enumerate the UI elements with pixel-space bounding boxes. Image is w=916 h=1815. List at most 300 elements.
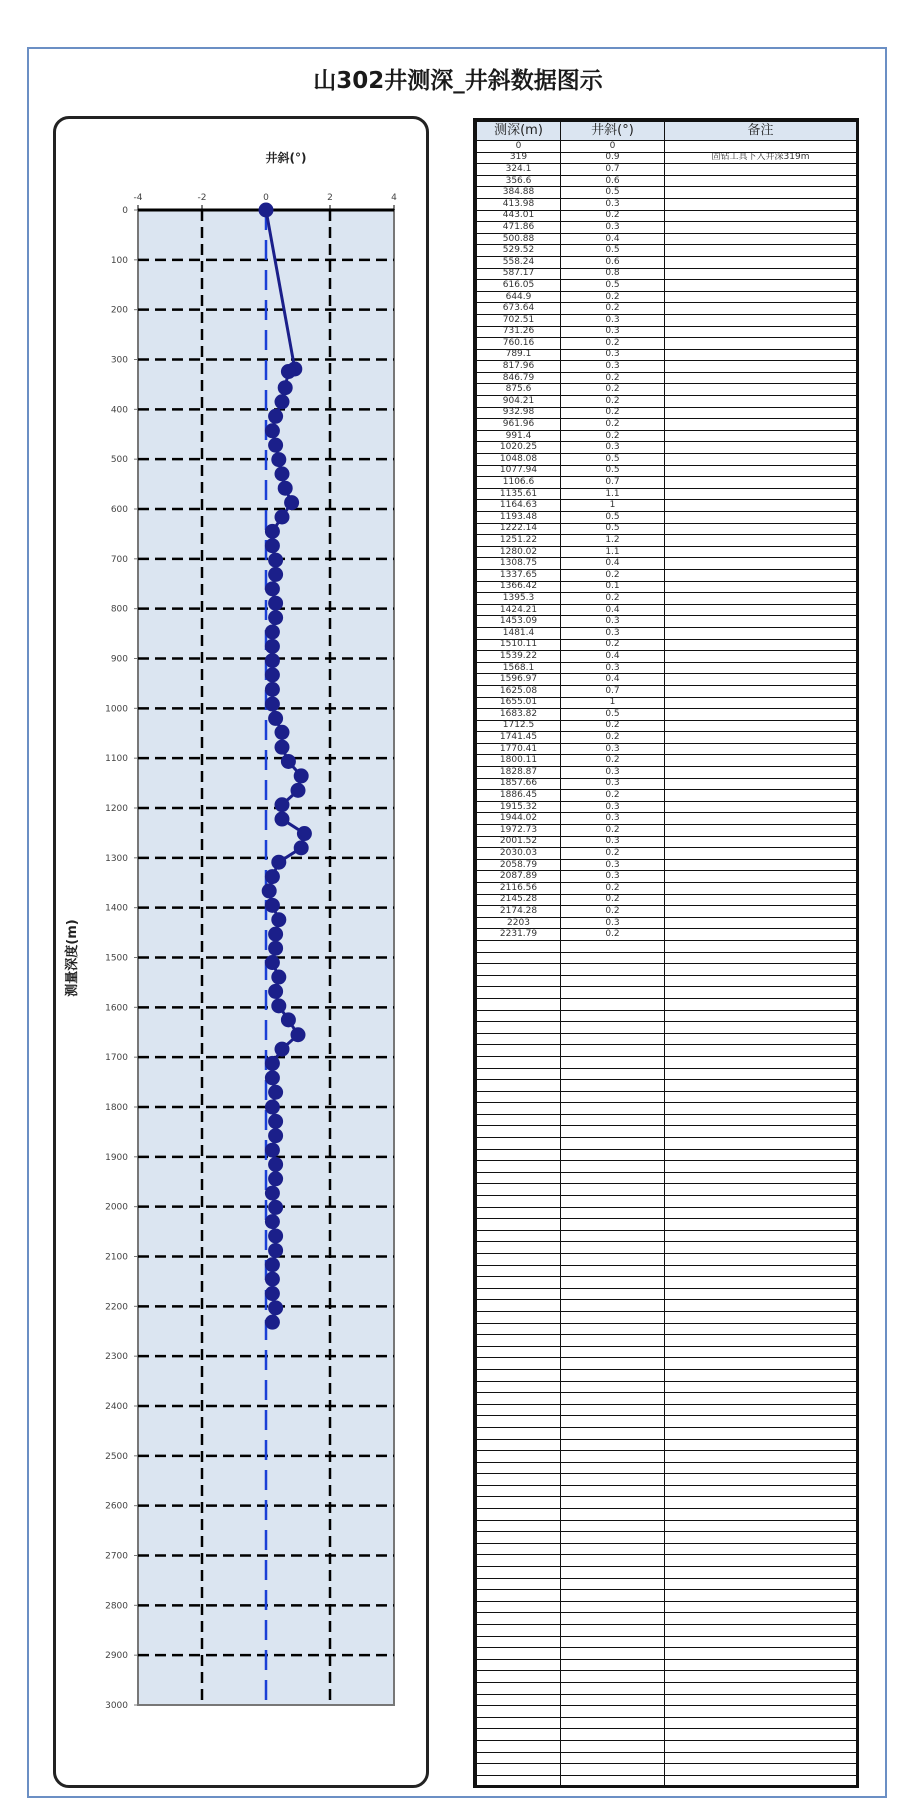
y-tick-label: 2700 xyxy=(105,1551,128,1562)
y-tick-label: 1700 xyxy=(105,1053,128,1064)
cell-depth xyxy=(477,1288,561,1300)
cell-depth: 356.6 xyxy=(477,175,561,187)
table-row-empty xyxy=(477,1381,857,1393)
table-row-empty xyxy=(477,1532,857,1544)
cell-inclination xyxy=(561,1045,665,1057)
cell-inclination xyxy=(561,1439,665,1451)
cell-remark xyxy=(665,535,857,547)
cell-remark xyxy=(665,1126,857,1138)
cell-remark xyxy=(665,929,857,941)
cell-depth xyxy=(477,1497,561,1509)
cell-remark xyxy=(665,1625,857,1637)
cell-remark xyxy=(665,836,857,848)
cell-inclination: 0.5 xyxy=(561,465,665,477)
cell-depth: 500.88 xyxy=(477,233,561,245)
cell-depth: 1510.11 xyxy=(477,639,561,651)
cell-remark xyxy=(665,349,857,361)
cell-remark xyxy=(665,1427,857,1439)
table-row-empty xyxy=(477,1022,857,1034)
cell-inclination: 0.2 xyxy=(561,755,665,767)
cell-depth xyxy=(477,1474,561,1486)
cell-remark xyxy=(665,141,857,153)
cell-remark xyxy=(665,1520,857,1532)
cell-inclination xyxy=(561,1323,665,1335)
cell-remark xyxy=(665,291,857,303)
cell-remark xyxy=(665,546,857,558)
cell-depth: 529.52 xyxy=(477,245,561,257)
cell-remark xyxy=(665,488,857,500)
cell-inclination: 0.3 xyxy=(561,616,665,628)
cell-depth: 644.9 xyxy=(477,291,561,303)
cell-remark xyxy=(665,1207,857,1219)
cell-remark xyxy=(665,593,857,605)
cell-inclination: 0.3 xyxy=(561,778,665,790)
cell-depth: 1337.65 xyxy=(477,569,561,581)
cell-inclination xyxy=(561,1555,665,1567)
cell-inclination xyxy=(561,1335,665,1347)
cell-depth xyxy=(477,1010,561,1022)
table-row xyxy=(477,581,857,593)
cell-depth xyxy=(477,1091,561,1103)
cell-depth xyxy=(477,1555,561,1567)
cell-depth xyxy=(477,1311,561,1323)
cell-inclination: 0.7 xyxy=(561,477,665,489)
cell-remark xyxy=(665,1369,857,1381)
cell-depth: 1886.45 xyxy=(477,790,561,802)
cell-inclination xyxy=(561,1717,665,1729)
cell-depth: 1251.22 xyxy=(477,535,561,547)
cell-remark xyxy=(665,1219,857,1231)
cell-depth xyxy=(477,1161,561,1173)
cell-inclination: 0.3 xyxy=(561,314,665,326)
cell-inclination xyxy=(561,1462,665,1474)
cell-inclination: 1.1 xyxy=(561,546,665,558)
table-row-empty xyxy=(477,1543,857,1555)
table-row xyxy=(477,883,857,895)
cell-inclination xyxy=(561,975,665,987)
cell-remark xyxy=(665,975,857,987)
cell-inclination: 0.5 xyxy=(561,512,665,524)
cell-remark xyxy=(665,1288,857,1300)
cell-remark xyxy=(665,1335,857,1347)
cell-depth xyxy=(477,1196,561,1208)
cell-depth xyxy=(477,1764,561,1776)
cell-inclination xyxy=(561,1520,665,1532)
cell-depth xyxy=(477,1126,561,1138)
cell-inclination xyxy=(561,1740,665,1752)
x-tick-label: 0 xyxy=(263,193,269,203)
y-tick-label: 2300 xyxy=(105,1352,128,1363)
table-row xyxy=(477,256,857,268)
y-tick-label: 500 xyxy=(110,455,128,466)
table-row-empty xyxy=(477,1091,857,1103)
table-row-empty xyxy=(477,1567,857,1579)
table-row xyxy=(477,164,857,176)
cell-depth: 471.86 xyxy=(477,222,561,234)
y-tick-label: 1800 xyxy=(105,1103,128,1113)
cell-depth xyxy=(477,1787,561,1788)
cell-remark xyxy=(665,1775,857,1787)
cell-remark xyxy=(665,430,857,442)
cell-remark xyxy=(665,280,857,292)
cell-remark xyxy=(665,651,857,663)
cell-remark xyxy=(665,1381,857,1393)
cell-depth xyxy=(477,1207,561,1219)
table-row xyxy=(477,790,857,802)
cell-remark xyxy=(665,1497,857,1509)
cell-inclination xyxy=(561,1543,665,1555)
table-row xyxy=(477,767,857,779)
cell-inclination xyxy=(561,1242,665,1254)
table-row xyxy=(477,280,857,292)
cell-depth: 616.05 xyxy=(477,280,561,292)
cell-remark xyxy=(665,1590,857,1602)
cell-depth xyxy=(477,1335,561,1347)
table-row xyxy=(477,141,857,153)
table-row-empty xyxy=(477,1369,857,1381)
cell-depth xyxy=(477,1659,561,1671)
cell-remark xyxy=(665,569,857,581)
table-row xyxy=(477,430,857,442)
y-tick-label: 400 xyxy=(110,405,128,416)
cell-depth xyxy=(477,1022,561,1034)
cell-depth xyxy=(477,940,561,952)
table-row xyxy=(477,813,857,825)
cell-inclination: 0.3 xyxy=(561,767,665,779)
cell-remark xyxy=(665,1474,857,1486)
table-row-empty xyxy=(477,1103,857,1115)
cell-depth xyxy=(477,1706,561,1718)
table-row xyxy=(477,477,857,489)
cell-inclination xyxy=(561,952,665,964)
table-row xyxy=(477,662,857,674)
cell-remark xyxy=(665,998,857,1010)
cell-depth xyxy=(477,1682,561,1694)
cell-depth xyxy=(477,1277,561,1289)
table-row-empty xyxy=(477,1056,857,1068)
cell-remark xyxy=(665,396,857,408)
cell-inclination: 0.2 xyxy=(561,372,665,384)
cell-remark xyxy=(665,1648,857,1660)
cell-inclination xyxy=(561,1567,665,1579)
cell-depth xyxy=(477,1439,561,1451)
cell-depth xyxy=(477,1172,561,1184)
table-row xyxy=(477,604,857,616)
cell-depth xyxy=(477,1045,561,1057)
cell-depth xyxy=(477,1080,561,1092)
cell-depth xyxy=(477,1404,561,1416)
cell-inclination: 0.3 xyxy=(561,836,665,848)
table-row-empty xyxy=(477,1694,857,1706)
table-row-empty xyxy=(477,1207,857,1219)
table-row xyxy=(477,454,857,466)
cell-inclination xyxy=(561,1764,665,1776)
cell-inclination xyxy=(561,1091,665,1103)
cell-inclination: 0.3 xyxy=(561,627,665,639)
table-row xyxy=(477,616,857,628)
cell-depth xyxy=(477,1694,561,1706)
cell-depth: 1308.75 xyxy=(477,558,561,570)
cell-depth: 1828.87 xyxy=(477,767,561,779)
table-row xyxy=(477,651,857,663)
table-row-empty xyxy=(477,1010,857,1022)
table-row-empty xyxy=(477,1265,857,1277)
cell-depth xyxy=(477,1138,561,1150)
y-tick-label: 1900 xyxy=(105,1152,128,1163)
cell-remark xyxy=(665,801,857,813)
table-row-empty xyxy=(477,1520,857,1532)
cell-inclination: 0.5 xyxy=(561,523,665,535)
cell-remark xyxy=(665,1567,857,1579)
table-row xyxy=(477,523,857,535)
cell-remark xyxy=(665,187,857,199)
table-row-empty xyxy=(477,1161,857,1173)
cell-remark xyxy=(665,326,857,338)
cell-depth xyxy=(477,975,561,987)
y-tick-label: 1300 xyxy=(105,853,128,864)
cell-remark xyxy=(665,361,857,373)
cell-remark xyxy=(665,871,857,883)
cell-depth xyxy=(477,1033,561,1045)
cell-remark xyxy=(665,767,857,779)
cell-depth xyxy=(477,1358,561,1370)
chart-panel xyxy=(53,116,429,1788)
cell-inclination xyxy=(561,1787,665,1788)
cell-inclination: 0.2 xyxy=(561,929,665,941)
table-row-empty xyxy=(477,1497,857,1509)
table-row xyxy=(477,859,857,871)
cell-depth: 1915.32 xyxy=(477,801,561,813)
table-row xyxy=(477,755,857,767)
y-tick-label: 700 xyxy=(110,554,128,565)
cell-depth: 904.21 xyxy=(477,396,561,408)
cell-depth xyxy=(477,1567,561,1579)
table-row xyxy=(477,732,857,744)
cell-depth xyxy=(477,1427,561,1439)
cell-remark xyxy=(665,894,857,906)
table-row xyxy=(477,639,857,651)
cell-remark xyxy=(665,303,857,315)
cell-remark xyxy=(665,709,857,721)
cell-remark xyxy=(665,1045,857,1057)
cell-inclination: 0.2 xyxy=(561,419,665,431)
cell-depth xyxy=(477,1219,561,1231)
cell-remark xyxy=(665,952,857,964)
table-row-empty xyxy=(477,998,857,1010)
cell-depth: 1944.02 xyxy=(477,813,561,825)
cell-depth xyxy=(477,1381,561,1393)
cell-remark xyxy=(665,164,857,176)
table-row xyxy=(477,303,857,315)
cell-inclination xyxy=(561,1381,665,1393)
table-row xyxy=(477,546,857,558)
cell-remark xyxy=(665,1161,857,1173)
table-row xyxy=(477,906,857,918)
y-tick-label: 3000 xyxy=(105,1701,128,1711)
table-row-empty xyxy=(477,1138,857,1150)
cell-depth xyxy=(477,1613,561,1625)
cell-inclination xyxy=(561,1196,665,1208)
y-tick-label: 600 xyxy=(110,505,128,515)
table-row xyxy=(477,720,857,732)
table-row-empty xyxy=(477,1033,857,1045)
cell-depth: 413.98 xyxy=(477,198,561,210)
cell-depth: 2058.79 xyxy=(477,859,561,871)
cell-inclination: 0.4 xyxy=(561,233,665,245)
cell-inclination xyxy=(561,1265,665,1277)
table-row-empty xyxy=(477,1740,857,1752)
cell-depth xyxy=(477,1543,561,1555)
table-row-empty xyxy=(477,1439,857,1451)
cell-inclination xyxy=(561,940,665,952)
cell-inclination xyxy=(561,1300,665,1312)
cell-remark xyxy=(665,1114,857,1126)
cell-inclination: 0.2 xyxy=(561,384,665,396)
cell-inclination: 1.2 xyxy=(561,535,665,547)
table-row xyxy=(477,627,857,639)
cell-remark xyxy=(665,1439,857,1451)
cell-remark xyxy=(665,790,857,802)
cell-inclination: 0.2 xyxy=(561,790,665,802)
cell-depth xyxy=(477,1740,561,1752)
table-row-empty xyxy=(477,1114,857,1126)
table-row-empty xyxy=(477,1682,857,1694)
table-row-empty xyxy=(477,1068,857,1080)
cell-inclination xyxy=(561,1729,665,1741)
cell-inclination: 1 xyxy=(561,697,665,709)
cell-inclination: 0.3 xyxy=(561,871,665,883)
cell-remark xyxy=(665,465,857,477)
table-row-empty xyxy=(477,1671,857,1683)
cell-depth: 1568.1 xyxy=(477,662,561,674)
cell-inclination: 0.3 xyxy=(561,662,665,674)
cell-depth xyxy=(477,1300,561,1312)
cell-inclination: 0.2 xyxy=(561,894,665,906)
cell-depth: 1164.63 xyxy=(477,500,561,512)
cell-depth xyxy=(477,1775,561,1787)
cell-inclination: 0.4 xyxy=(561,604,665,616)
cell-depth xyxy=(477,1184,561,1196)
table-row-empty xyxy=(477,1300,857,1312)
table-row xyxy=(477,396,857,408)
y-tick-label: 300 xyxy=(110,355,128,366)
table-row-empty xyxy=(477,1149,857,1161)
cell-remark xyxy=(665,1033,857,1045)
cell-inclination xyxy=(561,1485,665,1497)
cell-depth: 558.24 xyxy=(477,256,561,268)
cell-depth xyxy=(477,1254,561,1266)
y-tick-label: 2500 xyxy=(105,1451,128,1462)
cell-depth: 846.79 xyxy=(477,372,561,384)
y-tick-label: 800 xyxy=(110,604,128,615)
cell-remark xyxy=(665,1717,857,1729)
table-row-empty xyxy=(477,1219,857,1231)
cell-inclination xyxy=(561,1682,665,1694)
cell-inclination xyxy=(561,1775,665,1787)
table-row xyxy=(477,268,857,280)
table-row-empty xyxy=(477,1427,857,1439)
cell-remark xyxy=(665,1787,857,1788)
table-row-empty xyxy=(477,1601,857,1613)
cell-remark xyxy=(665,222,857,234)
table-row xyxy=(477,407,857,419)
x-tick-label: 2 xyxy=(327,193,333,203)
cell-inclination: 0.3 xyxy=(561,326,665,338)
table-row-empty xyxy=(477,1184,857,1196)
cell-depth: 1424.21 xyxy=(477,604,561,616)
cell-inclination xyxy=(561,1172,665,1184)
cell-depth xyxy=(477,1451,561,1463)
cell-remark xyxy=(665,859,857,871)
table-row xyxy=(477,175,857,187)
table-row-empty xyxy=(477,1416,857,1428)
table-row-empty xyxy=(477,1590,857,1602)
y-tick-label: 100 xyxy=(110,255,128,266)
cell-depth: 324.1 xyxy=(477,164,561,176)
cell-inclination: 0.4 xyxy=(561,651,665,663)
table-row xyxy=(477,558,857,570)
cell-remark xyxy=(665,523,857,535)
cell-inclination: 0.5 xyxy=(561,245,665,257)
table-row-empty xyxy=(477,1277,857,1289)
table-row-empty xyxy=(477,1451,857,1463)
table-row xyxy=(477,384,857,396)
cell-remark xyxy=(665,1010,857,1022)
cell-depth xyxy=(477,1636,561,1648)
cell-depth xyxy=(477,1416,561,1428)
cell-depth xyxy=(477,987,561,999)
cell-depth xyxy=(477,1149,561,1161)
table-row xyxy=(477,291,857,303)
cell-remark xyxy=(665,743,857,755)
cell-inclination: 0.2 xyxy=(561,848,665,860)
cell-inclination xyxy=(561,1126,665,1138)
cell-depth xyxy=(477,1393,561,1405)
cell-inclination: 0.2 xyxy=(561,639,665,651)
cell-depth: 1857.66 xyxy=(477,778,561,790)
cell-inclination: 0.3 xyxy=(561,198,665,210)
cell-remark xyxy=(665,558,857,570)
cell-depth xyxy=(477,1265,561,1277)
cell-depth xyxy=(477,952,561,964)
x-tick-label: -2 xyxy=(197,193,207,203)
table-row xyxy=(477,569,857,581)
cell-remark xyxy=(665,697,857,709)
cell-inclination: 0.4 xyxy=(561,674,665,686)
cell-depth xyxy=(477,1590,561,1602)
cell-inclination: 0.8 xyxy=(561,268,665,280)
table-row-empty xyxy=(477,1509,857,1521)
y-tick-label: 1400 xyxy=(105,903,128,914)
cell-remark xyxy=(665,755,857,767)
cell-inclination xyxy=(561,1184,665,1196)
table-row-empty xyxy=(477,1080,857,1092)
cell-depth: 817.96 xyxy=(477,361,561,373)
cell-inclination xyxy=(561,1706,665,1718)
cell-remark xyxy=(665,1404,857,1416)
y-tick-label: 2800 xyxy=(105,1601,128,1612)
cell-remark xyxy=(665,1764,857,1776)
cell-remark xyxy=(665,906,857,918)
cell-inclination xyxy=(561,1427,665,1439)
cell-depth: 1972.73 xyxy=(477,825,561,837)
cell-remark xyxy=(665,1485,857,1497)
cell-remark xyxy=(665,732,857,744)
cell-depth: 0 xyxy=(477,141,561,153)
cell-inclination: 0.3 xyxy=(561,813,665,825)
cell-remark xyxy=(665,1172,857,1184)
table-row-empty xyxy=(477,1764,857,1776)
